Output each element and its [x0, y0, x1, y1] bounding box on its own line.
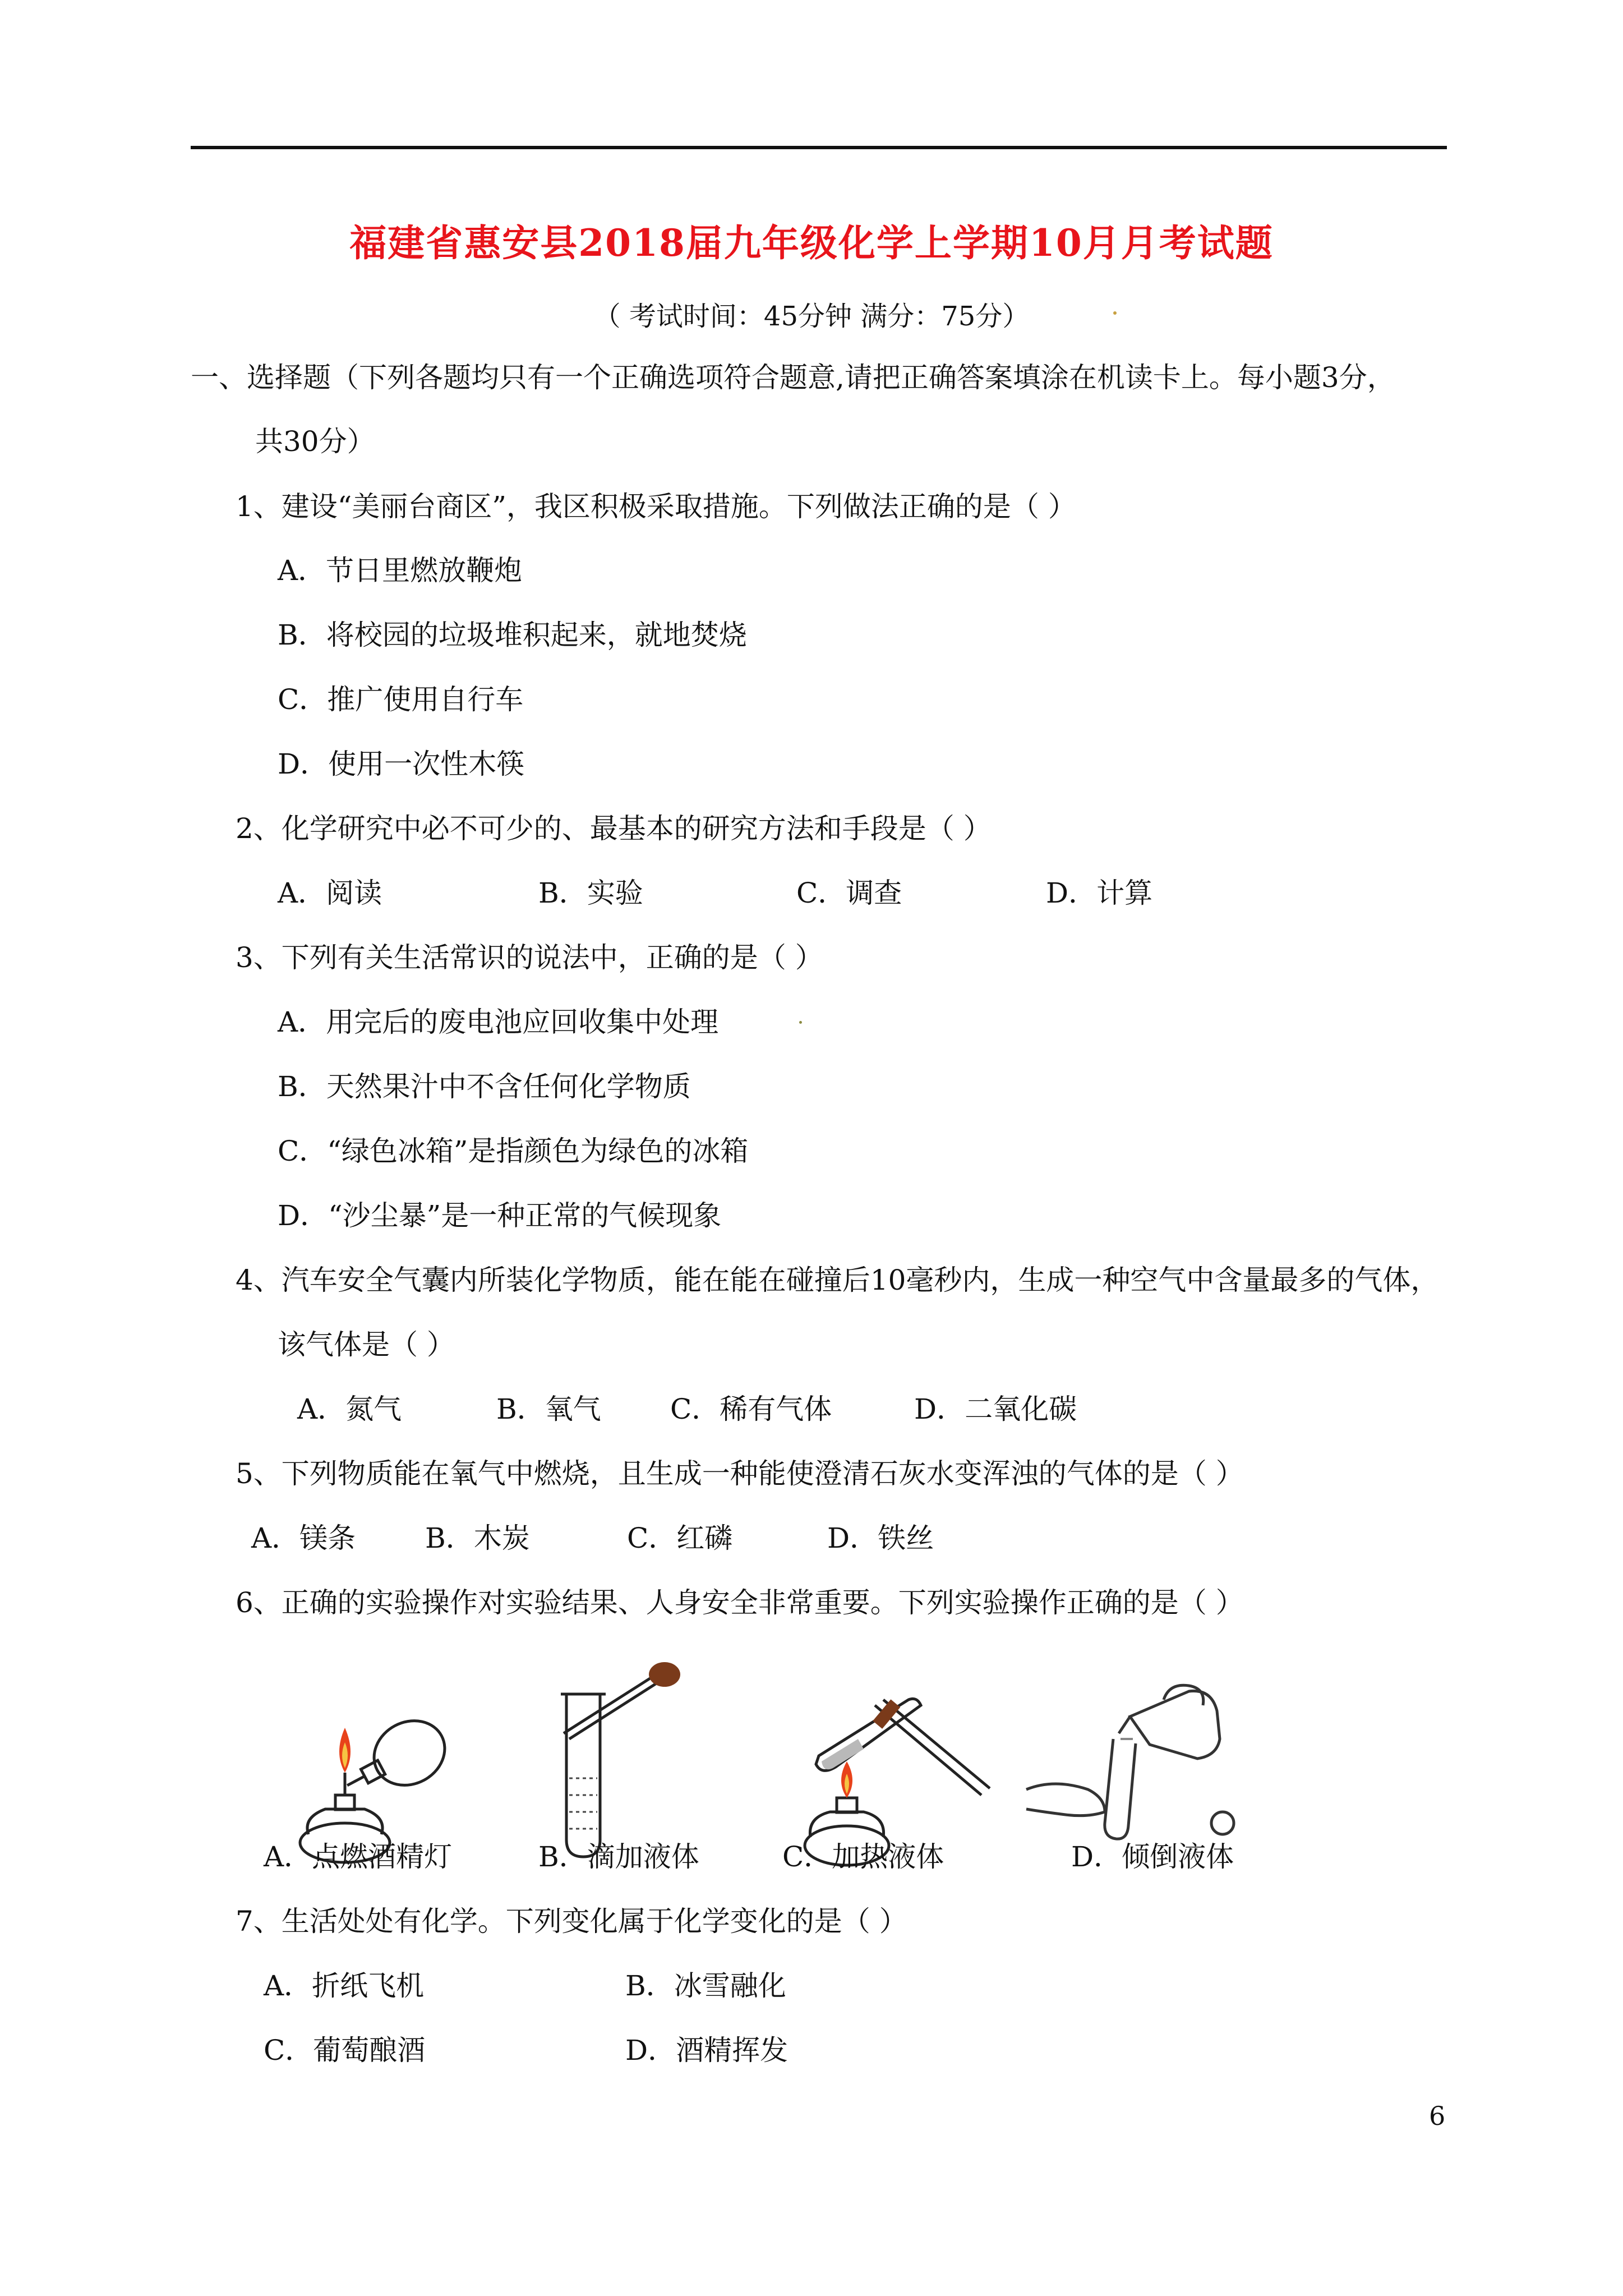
question-5-option-c: C．红磷 — [627, 1522, 733, 1554]
question-5-stem: 5、下列物质能在氧气中燃烧，且生成一种能使澄清石灰水变浑浊的气体的是（ ） — [236, 1457, 1244, 1490]
question-6-option-d: D．倾倒液体 — [1071, 1841, 1234, 1873]
question-7-option-c: C．葡萄酿酒 — [264, 2034, 426, 2067]
question-4-option-b: B．氧气 — [496, 1393, 601, 1425]
question-2-option-d: D．计算 — [1046, 877, 1153, 909]
speck — [1113, 311, 1117, 315]
question-5-option-b: B．木炭 — [425, 1522, 530, 1554]
question-3-option-d: D．“沙尘暴”是一种正常的气候现象 — [278, 1199, 722, 1232]
page-title: 福建省惠安县2018届九年级化学上学期10月月考试题 — [349, 221, 1274, 265]
page-number: 6 — [1429, 2101, 1446, 2131]
question-6-option-b: B．滴加液体 — [538, 1841, 699, 1873]
question-5-option-a: A．镁条 — [251, 1522, 356, 1554]
speck — [799, 1021, 802, 1024]
question-4-stem-cont: 该气体是（ ） — [278, 1328, 455, 1361]
dropper-test-tube-icon — [552, 1655, 687, 1862]
question-1-option-b: B．将校园的垃圾堆积起来，就地焚烧 — [278, 619, 747, 651]
question-3-option-c: C．“绿色冰箱”是指颜色为绿色的冰箱 — [278, 1135, 749, 1167]
header-rule — [191, 146, 1447, 149]
question-2-option-b: B．实验 — [538, 877, 643, 909]
question-1-option-a: A．节日里燃放鞭炮 — [278, 554, 523, 587]
question-4-option-c: C．稀有气体 — [670, 1393, 832, 1425]
question-1-stem: 1、建设“美丽台商区”，我区积极采取措施。下列做法正确的是（ ） — [236, 490, 1076, 523]
question-5-option-d: D．铁丝 — [827, 1522, 934, 1554]
section-heading: 一、选择题（下列各题均只有一个正确选项符合题意,请把正确答案填涂在机读卡上。每小题3分， — [191, 361, 1395, 394]
question-7-option-d: D．酒精挥发 — [625, 2034, 789, 2067]
question-7-option-a: A．折纸飞机 — [264, 1970, 425, 2002]
question-6-stem: 6、正确的实验操作对实验结果、人身安全非常重要。下列实验操作正确的是（ ） — [236, 1586, 1244, 1619]
pouring-liquid-icon — [1021, 1677, 1245, 1851]
question-3-option-b: B．天然果汁中不含任何化学物质 — [278, 1070, 691, 1103]
section-heading-cont: 共30分） — [255, 425, 375, 458]
question-4-stem: 4、汽车安全气囊内所装化学物质，能在能在碰撞后10毫秒内，生成一种空气中含量最多的气体， — [236, 1264, 1439, 1296]
question-3-stem: 3、下列有关生活常识的说法中，正确的是（ ） — [236, 941, 823, 974]
question-2-option-a: A．阅读 — [278, 877, 382, 909]
question-1-option-d: D．使用一次性木筷 — [278, 748, 525, 780]
question-1-option-c: C．推广使用自行车 — [278, 683, 524, 716]
question-6-option-a: A．点燃酒精灯 — [264, 1841, 453, 1873]
question-7-option-b: B．冰雪融化 — [625, 1970, 786, 2002]
question-2-stem: 2、化学研究中必不可少的、最基本的研究方法和手段是（ ） — [236, 812, 992, 845]
exam-info: （ 考试时间：45分钟 满分：75分） — [593, 301, 1030, 332]
question-4-option-a: A．氮气 — [297, 1393, 402, 1425]
question-4-option-d: D．二氧化碳 — [914, 1393, 1077, 1425]
question-3-option-a: A．用完后的废电池应回收集中处理 — [278, 1006, 719, 1038]
question-7-stem: 7、生活处处有化学。下列变化属于化学变化的是（ ） — [236, 1905, 907, 1938]
question-2-option-c: C．调查 — [796, 877, 902, 909]
question-6-option-c: C．加热液体 — [782, 1841, 944, 1873]
